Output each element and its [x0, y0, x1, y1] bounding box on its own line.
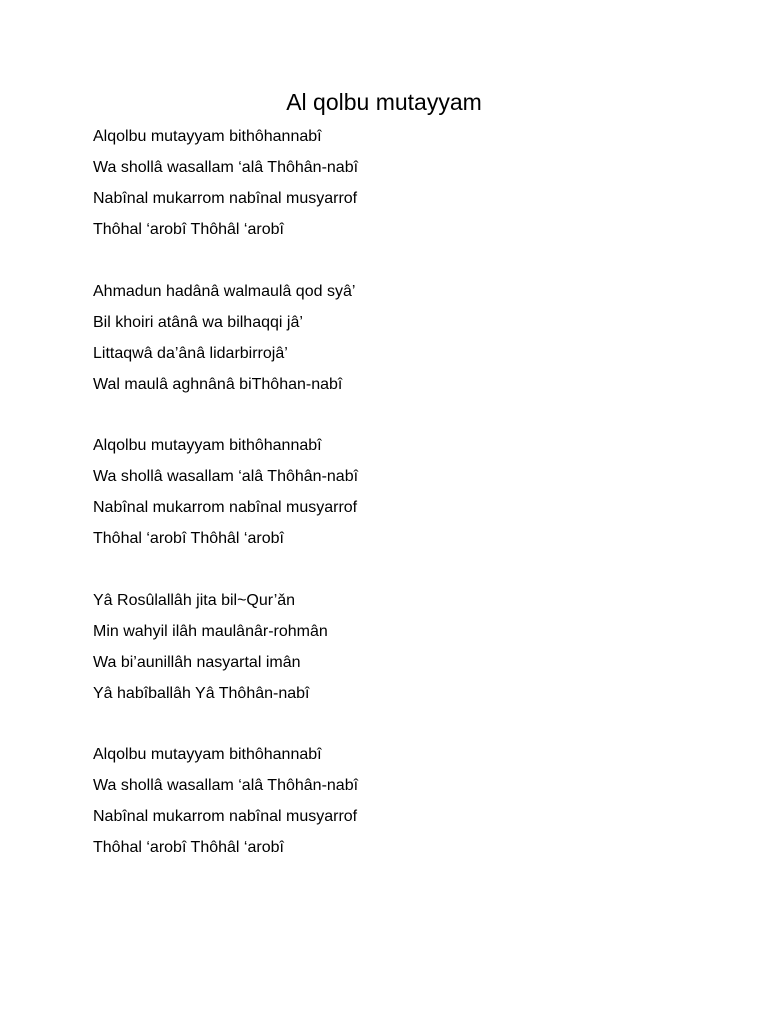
- lyric-line: Nabînal mukarrom nabînal musyarrof: [93, 190, 358, 207]
- lyric-line: Min wahyil ilâh maulânâr-rohmân: [93, 623, 328, 640]
- stanza-2: [93, 282, 693, 406]
- lyric-line: Nabînal mukarrom nabînal musyarrof: [93, 499, 358, 516]
- lyric-line: Alqolbu mutayyam bithôhannabî: [93, 437, 322, 454]
- lyric-line: Wa bi’aunillâh nasyartal imân: [93, 654, 301, 671]
- lyric-line: Thôhal ‘arobî Thôhâl ‘arobî: [93, 221, 284, 238]
- stanza-5: [93, 745, 693, 869]
- stanza-3: [93, 436, 693, 560]
- lyric-line: Thôhal ‘arobî Thôhâl ‘arobî: [93, 839, 284, 856]
- page-title: Al qolbu mutayyam: [286, 89, 482, 115]
- lyric-line: Wal maulâ aghnânâ biThôhan-nabî: [93, 376, 343, 393]
- lyric-line: Nabînal mukarrom nabînal musyarrof: [93, 808, 358, 825]
- lyric-line: Yâ habîballâh Yâ Thôhân-nabî: [93, 685, 310, 702]
- lyric-line: Littaqwâ da’ânâ lidarbirrojâ’: [93, 345, 288, 362]
- lyric-line: Wa shollâ wasallam ‘alâ Thôhân-nabî: [93, 159, 359, 176]
- stanza-4: [93, 591, 693, 715]
- stanza-1: [93, 127, 693, 251]
- lyric-line: Alqolbu mutayyam bithôhannabî: [93, 128, 322, 145]
- lyric-line: Wa shollâ wasallam ‘alâ Thôhân-nabî: [93, 468, 359, 485]
- lyric-line: Ahmadun hadânâ walmaulâ qod syâ’: [93, 283, 356, 300]
- lyric-line: Alqolbu mutayyam bithôhannabî: [93, 746, 322, 763]
- lyric-line: Yâ Rosûlallâh jita bil~Qur’ǎn: [93, 592, 296, 609]
- lyric-line: Bil khoiri atânâ wa bilhaqqi jâ’: [93, 314, 303, 331]
- lyric-line: Wa shollâ wasallam ‘alâ Thôhân-nabî: [93, 777, 359, 794]
- lyric-line: Thôhal ‘arobî Thôhâl ‘arobî: [93, 530, 284, 547]
